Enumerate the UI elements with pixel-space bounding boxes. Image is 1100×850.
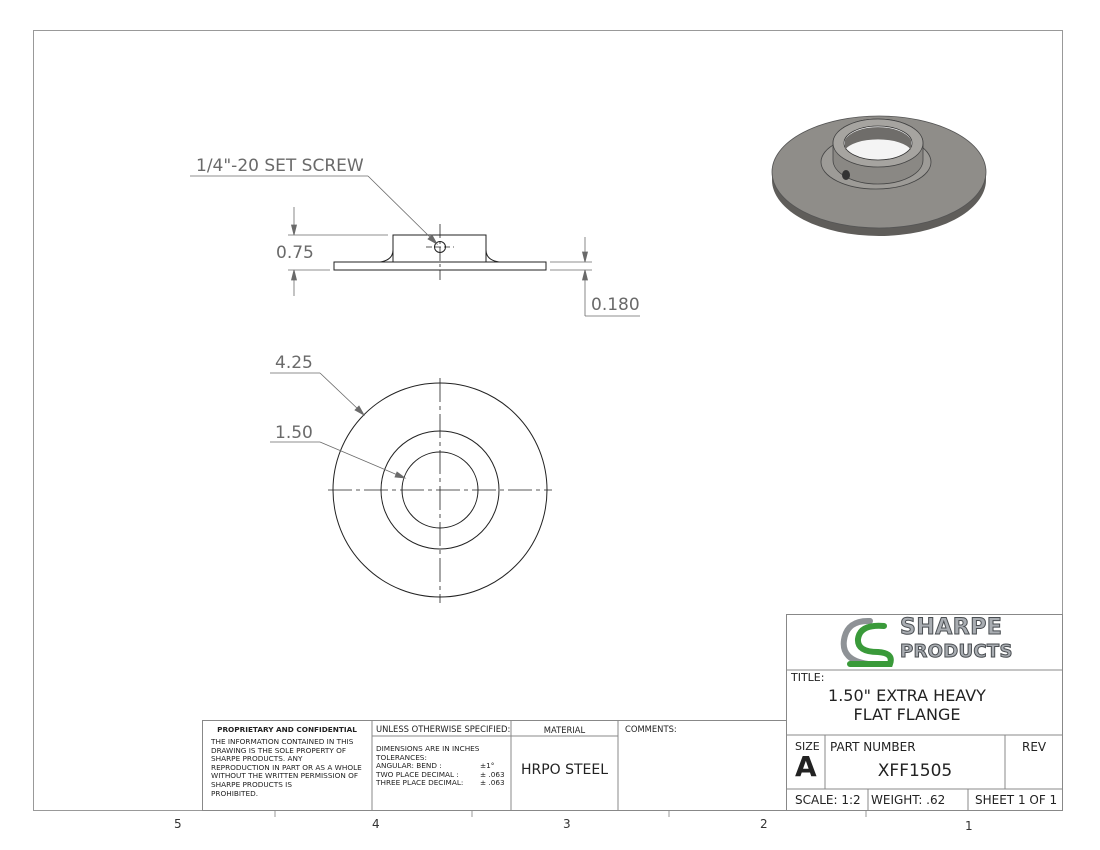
height-dimension-label: 0.75	[276, 243, 314, 263]
proprietary-line: PROHIBITED.	[211, 788, 259, 798]
unless-specified-header: UNLESS OTHERWISE SPECIFIED:	[376, 724, 511, 734]
weight-field: WEIGHT: .62	[871, 793, 946, 807]
zone-label-5: 5	[174, 817, 182, 831]
proprietary-header: PROPRIETARY AND CONFIDENTIAL	[217, 725, 357, 734]
proprietary-line: REPRODUCTION IN PART OR AS A WHOLE	[211, 762, 362, 772]
zone-label-3: 3	[563, 817, 571, 831]
tolerance-value: ± .063	[480, 769, 505, 779]
proprietary-notice	[211, 738, 371, 798]
rev-label: REV	[1022, 740, 1047, 754]
material-header: MATERIAL	[543, 725, 586, 735]
tolerance-value: ±1°	[480, 761, 495, 771]
zone-label-2: 2	[760, 817, 768, 831]
logo-text-sharpe: SHARPE	[900, 615, 1003, 640]
hub-profile	[393, 235, 486, 262]
zone-ticks	[275, 810, 866, 817]
fillet-left	[380, 250, 393, 262]
side-view	[334, 224, 546, 280]
sharpe-logo-mark	[844, 621, 891, 664]
zone-label-4: 4	[372, 817, 380, 831]
tolerance-notes	[376, 745, 510, 788]
leader-set-screw	[190, 176, 437, 244]
set-screw-callout: 1/4"-20 SET SCREW	[196, 156, 364, 176]
thickness-dimension-label: 0.180	[591, 295, 640, 315]
tolerance-label: TWO PLACE DECIMAL :	[376, 769, 459, 779]
proprietary-line: WITHOUT THE WRITTEN PERMISSION OF	[211, 771, 359, 781]
comments-header: COMMENTS:	[625, 724, 677, 734]
tolerance-label: THREE PLACE DECIMAL:	[376, 778, 464, 788]
proprietary-line: THE INFORMATION CONTAINED IN THIS	[211, 737, 354, 746]
zone-label-1: 1	[965, 819, 973, 833]
drawing-title-line1: 1.50" EXTRA HEAVY	[828, 686, 986, 705]
logo-text-products: PRODUCTS	[900, 641, 1013, 662]
size-label: SIZE	[795, 740, 820, 753]
unless-line: DIMENSIONS ARE IN INCHES	[376, 744, 480, 753]
tolerance-label: ANGULAR: BEND :	[376, 761, 442, 771]
inner-diameter-label: 1.50	[275, 423, 313, 443]
drawing-title-line2: FLAT FLANGE	[853, 705, 961, 724]
isometric-view	[772, 116, 986, 236]
part-number-label: PART NUMBER	[830, 740, 916, 754]
outer-diameter-label: 4.25	[275, 353, 313, 373]
part-number-value: XFF1505	[877, 761, 953, 781]
proprietary-line: DRAWING IS THE SOLE PROPERTY OF	[211, 745, 347, 755]
title-label: TITLE:	[791, 671, 825, 684]
sheet-field: SHEET 1 OF 1	[975, 793, 1058, 807]
tolerance-value: ± .063	[480, 778, 505, 788]
iso-set-screw-hole	[842, 170, 850, 180]
proprietary-line: SHARPE PRODUCTS IS	[211, 779, 292, 789]
proprietary-line: SHARPE PRODUCTS. ANY	[211, 754, 303, 764]
fillet-right	[486, 250, 499, 262]
tolerance-row	[376, 779, 510, 788]
scale-field: SCALE: 1:2	[795, 793, 861, 807]
size-value: A	[795, 750, 817, 783]
unless-line: TOLERANCES:	[376, 752, 427, 762]
material-value: HRPO STEEL	[520, 762, 609, 778]
